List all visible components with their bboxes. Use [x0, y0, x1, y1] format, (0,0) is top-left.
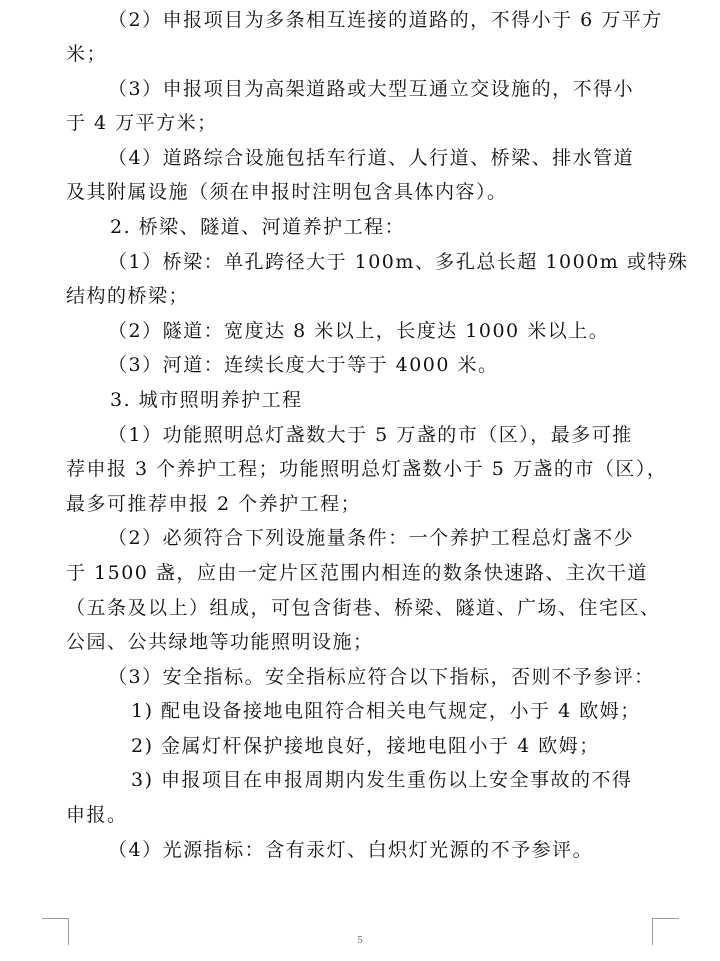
paragraph-line: 结构的桥梁；	[66, 285, 190, 307]
paragraph-line: 米；	[66, 43, 108, 65]
paragraph-line: 于 1500 盏，应由一定片区范围内相连的数条快速路、主次干道	[66, 562, 648, 584]
page-number: 5	[357, 934, 363, 946]
list-item: 3) 申报项目在申报周期内发生重伤以上安全事故的不得	[131, 769, 633, 791]
paragraph-line: （1）功能照明总灯盏数大于 5 万盏的市（区），最多可推	[108, 424, 633, 446]
paragraph-line: （3）河道：连续长度大于等于 4000 米。	[108, 354, 499, 376]
paragraph-line: （4）道路综合设施包括车行道、人行道、桥梁、排水管道	[108, 147, 635, 169]
paragraph-line: 于 4 万平方米；	[66, 112, 218, 134]
list-item: 1) 配电设备接地电阻符合相关电气规定，小于 4 欧姆；	[131, 700, 641, 722]
paragraph-line: （3）安全指标。安全指标应符合以下指标，否则不予参评：	[108, 666, 655, 688]
section-heading: 2. 桥梁、隧道、河道养护工程：	[110, 216, 406, 238]
paragraph-line: 荐申报 3 个养护工程；功能照明总灯盏数小于 5 万盏的市（区），	[66, 458, 668, 480]
paragraph-line: 及其附属设施（须在申报时注明包含具体内容）。	[66, 181, 508, 203]
paragraph-line: 公园、公共绿地等功能照明设施；	[66, 631, 374, 653]
paragraph-line: （2）申报项目为多条相互连接的道路的，不得小于 6 万平方	[108, 9, 663, 31]
paragraph-line: 申报。	[66, 804, 128, 826]
paragraph-line: （五条及以上）组成，可包含街巷、桥梁、隧道、广场、住宅区、	[66, 597, 661, 619]
section-heading: 3. 城市照明养护工程	[110, 389, 303, 411]
paragraph-line: （2）隧道：宽度达 8 米以上，长度达 1000 米以上。	[108, 320, 610, 342]
paragraph-line: （3）申报项目为高架道路或大型互通立交设施的，不得小	[108, 78, 635, 100]
paragraph-line: （1）桥梁：单孔跨径大于 100m、多孔总长超 1000m 或特殊	[108, 251, 689, 273]
paragraph-line: （2）必须符合下列设施量条件：一个养护工程总灯盏不少	[108, 527, 635, 549]
paragraph-line: （4）光源指标：含有汞灯、白炽灯光源的不予参评。	[108, 839, 594, 861]
list-item: 2) 金属灯杆保护接地良好，接地电阻小于 4 欧姆；	[131, 735, 600, 757]
paragraph-line: 最多可推荐申报 2 个养护工程；	[66, 493, 362, 515]
